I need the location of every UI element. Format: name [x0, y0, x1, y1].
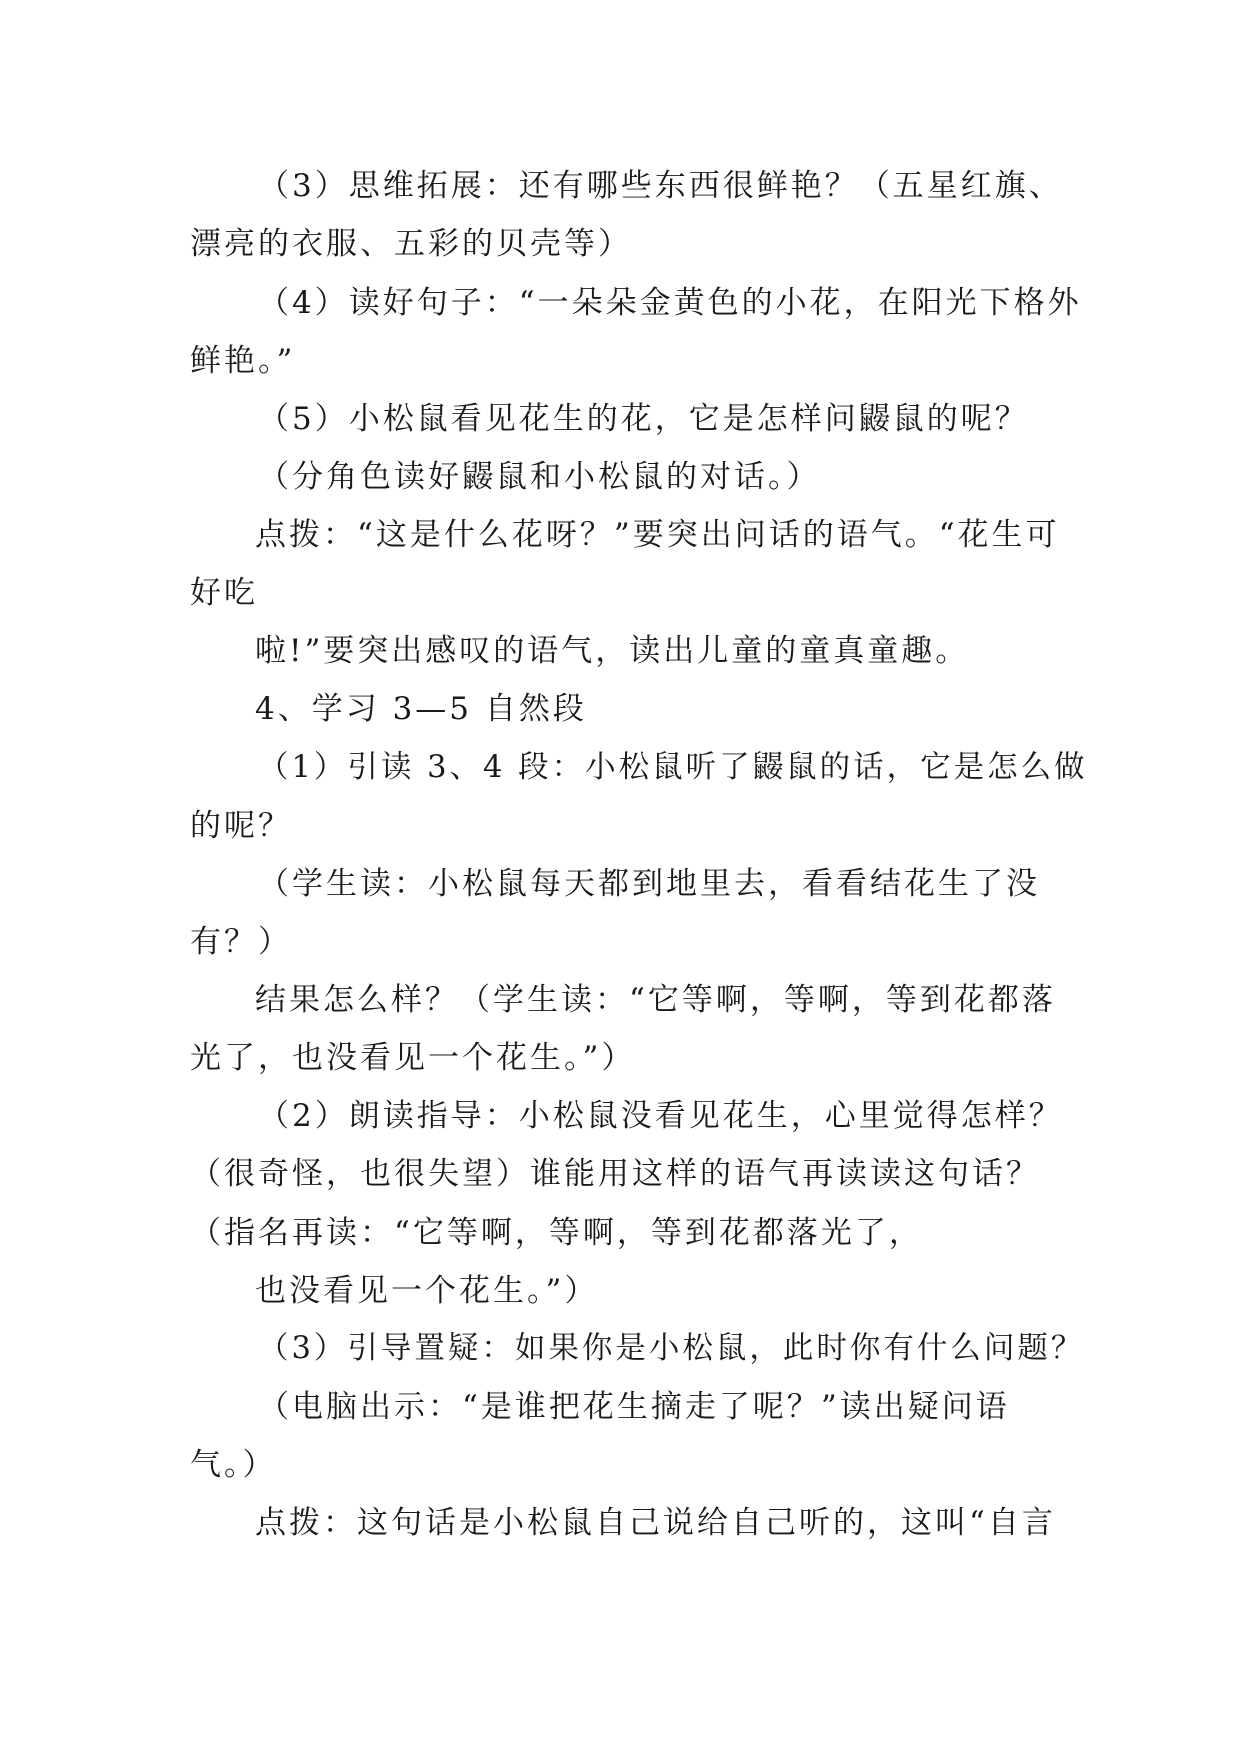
- text-line: （3）思维拓展：还有哪些东西很鲜艳？（五星红旗、: [258, 168, 1063, 204]
- text-line: 光了，也没看见一个花生。”）: [190, 1040, 636, 1076]
- text-line: （3）引导置疑：如果你是小松鼠，此时你有什么问题？: [258, 1331, 1085, 1366]
- text-line: （5）小松鼠看见花生的花，它是怎样问鼹鼠的呢？: [258, 401, 1029, 437]
- text-line: 点拨：“这是什么花呀？”要突出问话的语气。“花生可: [255, 517, 1060, 553]
- text-line: （2）朗读指导：小松鼠没看见花生，心里觉得怎样？: [258, 1098, 1063, 1134]
- text-line: 的呢？: [190, 808, 292, 844]
- text-line: 气。）: [190, 1447, 277, 1483]
- text-line: 4、学习 3—5 自然段: [255, 691, 587, 727]
- text-line: （4）读好句子：“一朵朵金黄色的小花，在阳光下格外: [258, 285, 1082, 321]
- text-line: 漂亮的衣服、五彩的贝壳等）: [190, 226, 632, 262]
- text-line: （指名再读：“它等啊，等啊，等到花都落光了，: [190, 1215, 923, 1251]
- text-line: 好吃: [190, 575, 258, 611]
- text-line: （电脑出示：“是谁把花生摘走了呢？”读出疑问语: [258, 1389, 1010, 1425]
- text-line: 结果怎么样？（学生读：“它等啊，等啊，等到花都落: [255, 982, 1056, 1018]
- text-line: 有？）: [190, 924, 292, 960]
- text-line: 啦!”要突出感叹的语气，读出儿童的童真童趣。: [255, 633, 970, 669]
- text-line: （学生读：小松鼠每天都到地里去，看看结花生了没: [258, 866, 1040, 902]
- text-line: （很奇怪，也很失望）谁能用这样的语气再读读这句话？: [190, 1156, 1040, 1192]
- text-line: 点拨：这句话是小松鼠自己说给自己听的，这叫“自言: [255, 1505, 1056, 1541]
- text-line: （分角色读好鼹鼠和小松鼠的对话。）: [258, 459, 821, 495]
- text-line: （1）引读 3、4 段：小松鼠听了鼹鼠的话，它是怎么做: [258, 750, 1088, 785]
- text-line: 鲜艳。”: [190, 343, 296, 379]
- text-line: 也没看见一个花生。”）: [255, 1273, 599, 1309]
